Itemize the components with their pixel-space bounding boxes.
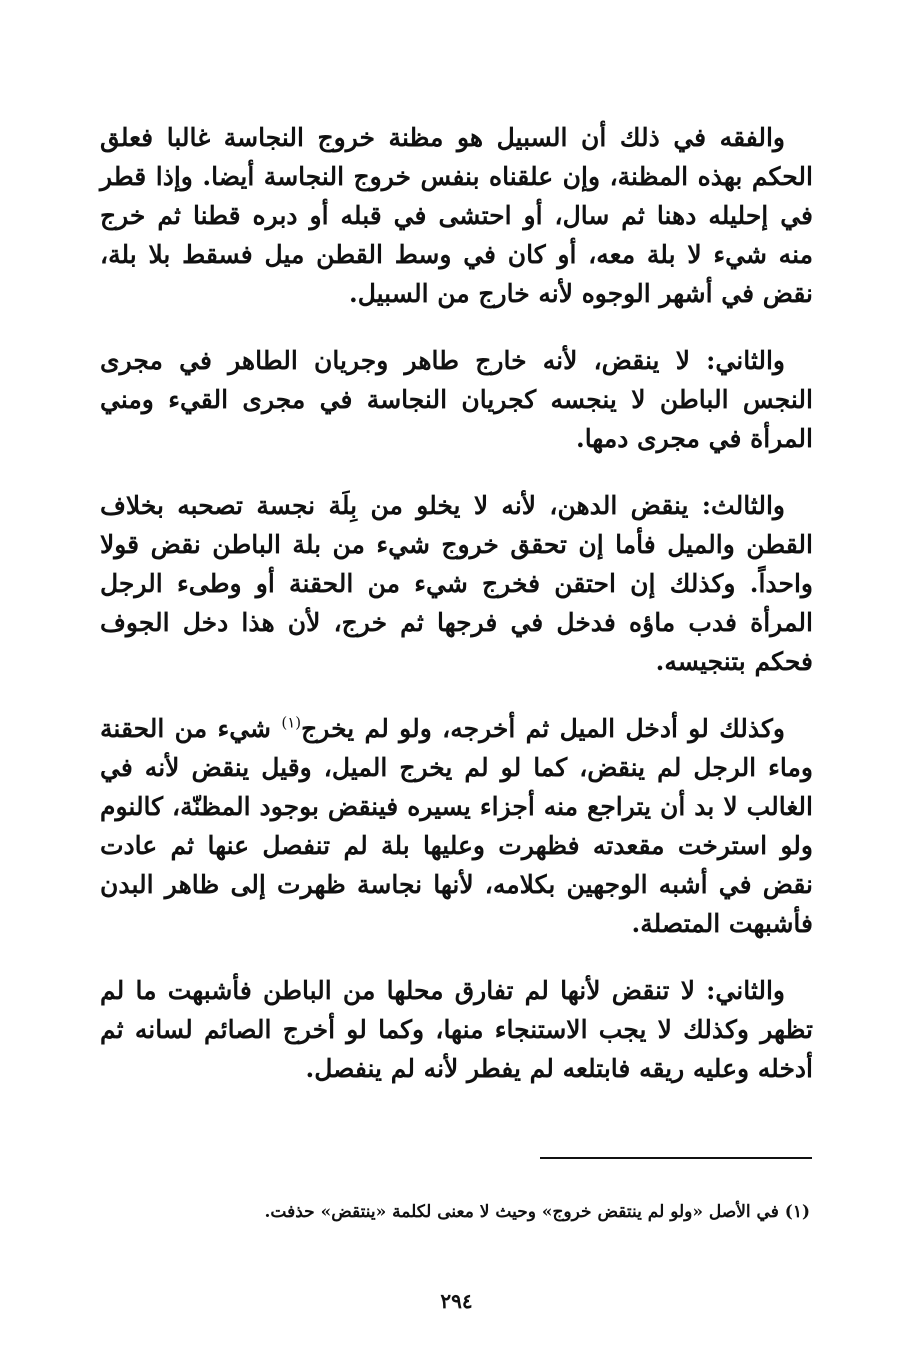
paragraph-4 (100, 709, 813, 943)
paragraph-3: والثالث: ينقض الدهن، لأنه لا يخلو من بِلَة نجسة تصحبه بخلاف القطن والميل فأما إن تحقق خروج شيء من بلة الباطن نقض قولا واحداً. وكذلك إن احتقن فخرج شيء من الحقنة أو وطىء الرجل المرأة فدب ماؤه فدخل في فرجها ثم خرج، لأن هذا دخل الجوف فحكم بتنجيسه. (100, 491, 813, 676)
paragraph-4-rest: شيء من الحقنة وماء الرجل لم ينقض، كما لو لم يخرج الميل، وقيل ينقض لأنه في الغالب لا بد أن يتراجع منه أجزاء يسيره فينقض بوجود المظنّة، كالنوم ولو استرخت مقعدته فظهرت وعليها بلة لم تنفصل عنها ثم عادت نقض في أشبه الوجهين بكلامه، لأنها نجاسة ظهرت إلى ظاهر البدن فأشبهت المتصلة. (100, 714, 813, 938)
paragraph-2: والثاني: لا ينقض، لأنه خارج طاهر وجريان الطاهر في مجرى النجس الباطن لا ينجسه كجريان النجاسة في مجرى القيء ومني المرأة في مجرى دمها. (100, 346, 813, 453)
paragraph-1: والفقه في ذلك أن السبيل هو مظنة خروج النجاسة غالبا فعلق الحكم بهذه المظنة، وإن علقناه بنفس خروج النجاسة أيضا. وإذا قطر في إحليله دهنا ثم سال، أو احتشى في قبله أو دبره قطنا ثم خرج منه شيء لا بلة معه، أو كان في وسط القطن ميل فسقط بلا بلة، نقض في أشهر الوجوه لأنه خارج من السبيل. (100, 123, 813, 308)
footnote-divider (540, 1157, 812, 1159)
main-text (100, 118, 813, 1116)
paragraph-4-start: وكذلك لو أدخل الميل ثم أخرجه، ولو لم يخرج (301, 714, 785, 743)
paragraph-5: والثاني: لا تنقض لأنها لم تفارق محلها من الباطن فأشبهت ما لم تظهر وكذلك لا يجب الاستنجاء منها، وكما لو أخرج الصائم لسانه ثم أدخله وعليه ريقه فابتلعه لم يفطر لأنه لم ينفصل. (100, 976, 813, 1083)
footnote: (١) في الأصل «ولو لم ينتقض خروج» وحيث لا معنى لكلمة «ينتقض» حذفت. (264, 1202, 810, 1222)
page-number: ٢٩٤ (440, 1289, 473, 1313)
footnote-reference: (١) (281, 713, 302, 732)
